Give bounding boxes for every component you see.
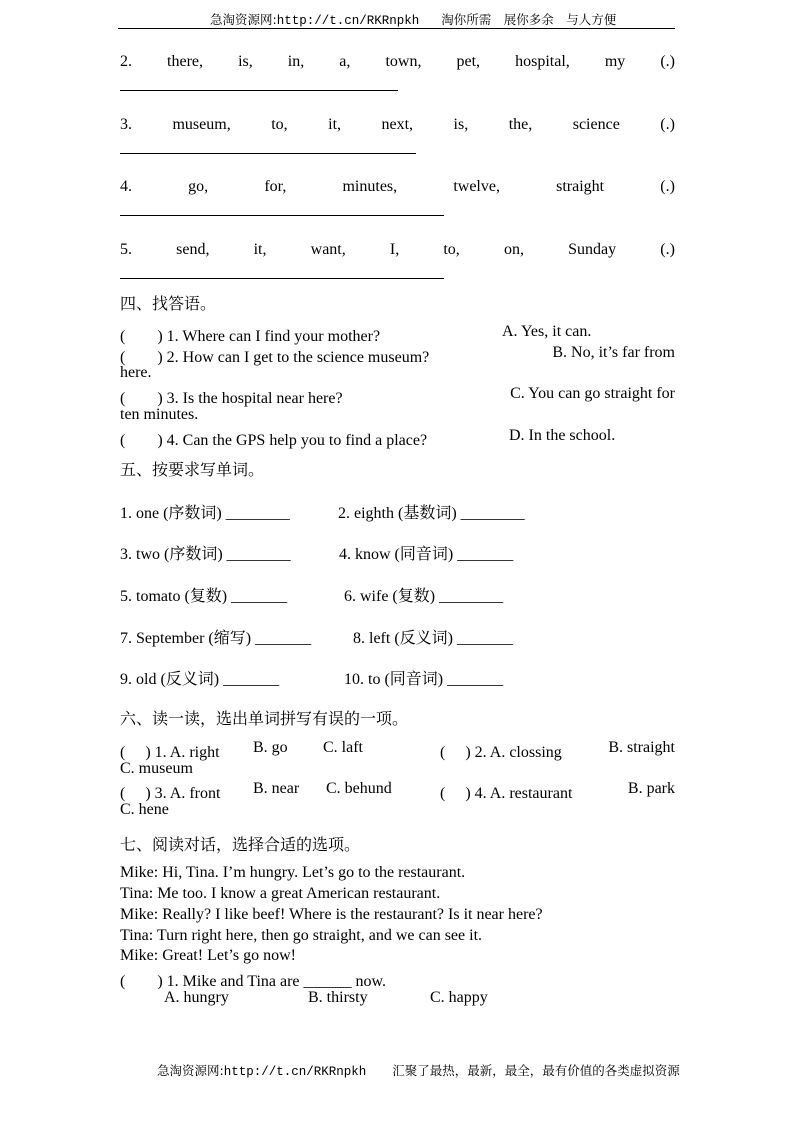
match-answer: C. You can go straight for — [510, 385, 675, 402]
spelling-row-2 — [120, 780, 675, 800]
word-form-item: 2. eighth (基数词) ________ — [338, 505, 525, 522]
header-site: 急淘资源网: — [210, 12, 277, 27]
reorder-question-5 — [120, 240, 675, 260]
word: there, — [167, 53, 204, 70]
word-form-row — [120, 625, 675, 645]
section-5-title: 五、按要求写单词。 — [120, 460, 265, 479]
word: is, — [238, 53, 253, 70]
end-punctuation: (.) — [660, 116, 675, 133]
spelling-question: ( ) 3. A. front — [120, 785, 221, 802]
question-number: 3. — [120, 116, 132, 133]
footer-url[interactable]: http://t.cn/RKRnpkh — [223, 1065, 367, 1079]
word: hospital, — [515, 53, 570, 70]
word: want, — [310, 241, 346, 258]
match-answer: B. No, it’s far from — [552, 344, 675, 361]
page-header — [210, 10, 616, 28]
option: B. park — [627, 780, 675, 797]
word: in, — [287, 53, 305, 70]
answer-line[interactable] — [120, 90, 398, 91]
reorder-question-3 — [120, 115, 675, 135]
reading-question: ( ) 1. Mike and Tina are ______ now. — [120, 973, 387, 990]
word: town, — [385, 53, 422, 70]
option: B. near — [253, 780, 300, 797]
end-punctuation: (.) — [660, 53, 675, 70]
header-slogan: 淘你所需 展你多余 与人方便 — [441, 12, 617, 27]
option-continued: C. hene — [120, 801, 169, 818]
spelling-question: ( ) 4. A. restaurant — [440, 785, 573, 802]
match-answer-continued: ten minutes. — [120, 406, 199, 423]
match-question: ( ) 3. Is the hospital near here? — [120, 390, 343, 407]
word-form-row — [120, 666, 675, 686]
dialogue-line: Mike: Hi, Tina. I’m hungry. Let’s go to the restaurant. — [120, 864, 466, 881]
word: for, — [264, 178, 287, 195]
end-punctuation: (.) — [660, 178, 675, 195]
match-row-4 — [120, 427, 675, 447]
word-form-row — [120, 541, 675, 561]
section-6-title: 六、读一读，选出单词拼写有误的一项。 — [120, 709, 409, 728]
match-question: ( ) 1. Where can I find your mother? — [120, 328, 381, 345]
match-question: ( ) 2. How can I get to the science museum? — [120, 349, 430, 366]
word-form-item: 8. left (反义词) _______ — [353, 630, 513, 647]
footer-slogan: 汇聚了最热，最新，最全，最有价值的各类虚拟资源 — [392, 1063, 680, 1078]
question-number: 5. — [120, 241, 132, 258]
word: send, — [176, 241, 210, 258]
word: minutes, — [342, 178, 398, 195]
reading-option: C. happy — [430, 989, 488, 1006]
word: science — [572, 116, 620, 133]
option: B. go — [253, 739, 288, 756]
word: go, — [188, 178, 209, 195]
option: B. straight — [608, 739, 675, 756]
word: pet, — [456, 53, 481, 70]
answer-line[interactable] — [120, 153, 416, 154]
dialogue-line: Mike: Really? I like beef! Where is the restaurant? Is it near here? — [120, 906, 543, 923]
word-form-item: 6. wife (复数) ________ — [344, 588, 504, 605]
word: is, — [453, 116, 469, 133]
word: next, — [381, 116, 414, 133]
section-7-title: 七、阅读对话，选择合适的选项。 — [120, 835, 361, 854]
dialogue-line: Tina: Turn right here, then go straight, and we can see it. — [120, 927, 483, 944]
word: on, — [503, 241, 524, 258]
section-4-title: 四、找答语。 — [120, 294, 217, 313]
spelling-question: ( ) 1. A. right — [120, 744, 220, 761]
option-continued: C. museum — [120, 760, 193, 777]
end-punctuation: (.) — [660, 241, 675, 258]
word: my — [604, 53, 626, 70]
word-form-item: 9. old (反义词) _______ — [120, 671, 280, 688]
reading-option: B. thirsty — [308, 989, 368, 1006]
reorder-question-2 — [120, 52, 675, 72]
match-answer: A. Yes, it can. — [502, 323, 592, 340]
reading-option: A. hungry — [164, 989, 229, 1006]
word: the, — [508, 116, 533, 133]
option: C. behund — [326, 780, 392, 797]
question-number: 4. — [120, 178, 132, 195]
word-form-item: 4. know (同音词) _______ — [339, 546, 514, 563]
word-form-item: 7. September (缩写) _______ — [120, 630, 312, 647]
word: Sunday — [568, 241, 617, 258]
word: it, — [253, 241, 267, 258]
match-answer: D. In the school. — [509, 427, 616, 444]
answer-line[interactable] — [120, 278, 444, 279]
word: to, — [443, 241, 460, 258]
word-form-row — [120, 583, 675, 603]
header-divider — [118, 28, 675, 29]
dialogue-line: Tina: Me too. I know a great American restaurant. — [120, 885, 441, 902]
spelling-row-1 — [120, 739, 675, 759]
answer-line[interactable] — [120, 215, 444, 216]
word-form-item: 1. one (序数词) ________ — [120, 505, 290, 522]
word: it, — [328, 116, 342, 133]
word: twelve, — [453, 178, 500, 195]
page-footer — [157, 1061, 680, 1079]
spelling-question: ( ) 2. A. clossing — [440, 744, 562, 761]
dialogue-line: Mike: Great! Let’s go now! — [120, 947, 296, 964]
match-question: ( ) 4. Can the GPS help you to find a place? — [120, 432, 428, 449]
word-form-item: 10. to (同音词) _______ — [344, 671, 504, 688]
word: I, — [389, 241, 400, 258]
reorder-question-4 — [120, 177, 675, 197]
word: a, — [339, 53, 351, 70]
match-row-1 — [120, 323, 675, 343]
word: to, — [271, 116, 288, 133]
footer-site: 急淘资源网: — [157, 1063, 224, 1078]
match-answer-continued: here. — [120, 364, 152, 381]
word: museum, — [172, 116, 231, 133]
word-form-row — [120, 500, 675, 520]
match-row-3 — [120, 385, 675, 405]
question-number: 2. — [120, 53, 132, 70]
option: C. laft — [323, 739, 363, 756]
word-form-item: 3. two (序数词) ________ — [120, 546, 291, 563]
match-row-2 — [120, 344, 675, 364]
word-form-item: 5. tomato (复数) _______ — [120, 588, 288, 605]
word: straight — [556, 178, 605, 195]
header-url[interactable]: http://t.cn/RKRnpkh — [276, 14, 420, 28]
